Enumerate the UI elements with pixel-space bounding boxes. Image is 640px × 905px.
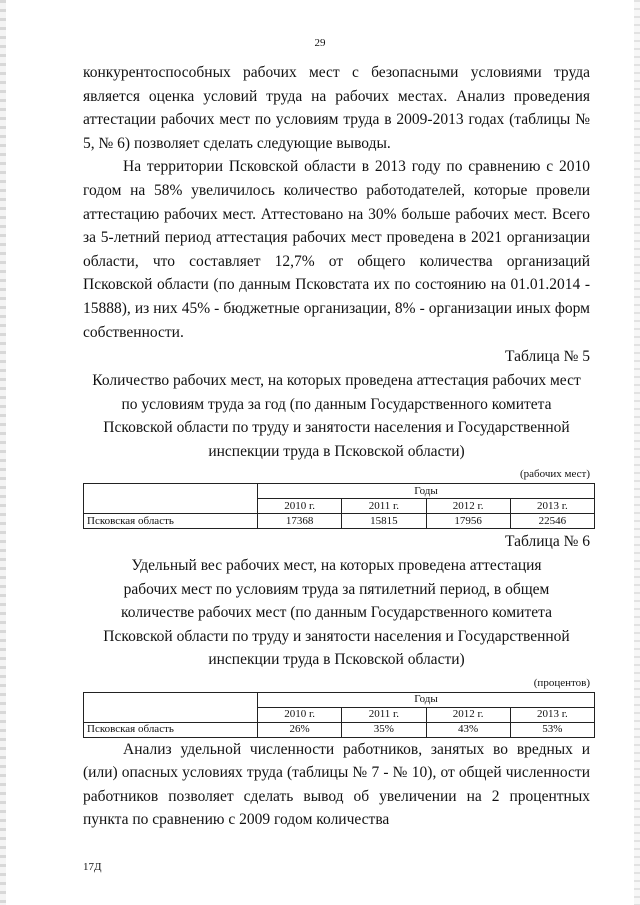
table-header-year: 2010 г.: [258, 707, 342, 722]
paragraph-3: Анализ удельной численности работников, занятых во вредных и (или) опасных условиях труда (таблицы № 7 - № 10), от общей численности работников позволяет сделать вывод об увеличении на 2 процентных пункта по сравнению с 2009 годом количества: [83, 740, 590, 829]
table-header-year: 2012 г.: [426, 707, 510, 722]
table-6-label: Таблица № 6: [505, 533, 590, 551]
table-header-group: Годы: [258, 484, 595, 499]
table-6: [83, 692, 595, 738]
table-5-label: Таблица № 5: [505, 348, 590, 366]
table-corner-cell: [84, 484, 258, 514]
table-header-group: Годы: [258, 692, 595, 707]
table-header-year: 2013 г.: [510, 707, 594, 722]
table-6-units: (процентов): [533, 676, 590, 689]
table-cell: 26%: [258, 722, 342, 737]
table-6-caption-line: Псковской области по труду и занятости населения и Государственной: [103, 627, 570, 645]
table-row: [84, 722, 595, 737]
table-cell: 22546: [510, 514, 594, 529]
table-row-label: Псковская область: [84, 514, 258, 529]
scan-edge-left: [0, 0, 6, 905]
table-6-caption-line: рабочих мест по условиям труда за пятилетний период, в общем: [123, 580, 550, 598]
page-number: 29: [314, 37, 326, 49]
paragraph-2: На территории Псковской области в 2013 году по сравнению с 2010 годом на 58% увеличилось количество работодателей, которые провели аттестацию рабочих мест. Аттестовано на 30% больше рабочих мест. Всего за 5-летний период аттестация рабочих мест проведена в 2021 организации области, что составляет 12,7% от общего количества организаций Псковской области (по данным Псковстата их по состоянию на 01.01.2014 - 15888), из них 45% - бюджетные организации, 8% - организации иных форм собственности.: [83, 158, 590, 341]
table-5-units: (рабочих мест): [520, 468, 590, 481]
table-5-caption-line: Псковской области по труду и занятости населения и Государственной: [103, 419, 570, 437]
table-header-year: 2013 г.: [510, 499, 594, 514]
table-cell: 43%: [426, 722, 510, 737]
table-5-caption: [83, 369, 590, 463]
table-header-year: 2011 г.: [342, 499, 426, 514]
table-cell: 53%: [510, 722, 594, 737]
table-5-caption-line: инспекции труда в Псковской области): [208, 442, 465, 460]
table-6-caption-line: Удельный вес рабочих мест, на которых проведена аттестация: [131, 557, 542, 575]
table-cell: 15815: [342, 514, 426, 529]
table-header-year: 2011 г.: [342, 707, 426, 722]
page-content: [83, 61, 590, 832]
table-corner-cell: [84, 692, 258, 722]
table-header-year: 2012 г.: [426, 499, 510, 514]
table-cell: 17368: [258, 514, 342, 529]
table-5-caption-line: по условиям труда за год (по данным Государственного комитета: [121, 395, 552, 413]
table-5-caption-line: Количество рабочих мест, на которых проведена аттестация рабочих мест: [92, 372, 581, 390]
scan-edge-right: [634, 0, 640, 905]
table-6-caption-line: количестве рабочих мест (по данным Государственного комитета: [121, 604, 552, 622]
table-row-label: Псковская область: [84, 722, 258, 737]
table-6-caption-line: инспекции труда в Псковской области): [208, 651, 465, 669]
table-5: [83, 483, 595, 529]
footer-code: 17Д: [83, 861, 102, 873]
table-cell: 17956: [426, 514, 510, 529]
table-6-caption: [83, 554, 590, 672]
table-row: [84, 514, 595, 529]
paragraph-1: конкурентоспособных рабочих мест с безопасными условиями труда является оценка условий труда на рабочих местах. Анализ проведения аттестации рабочих мест по условиям труда в 2009-2013 годах (таблицы № 5, № 6) позволяет сделать следующие выводы.: [83, 64, 590, 152]
table-row: [84, 484, 595, 499]
table-row: [84, 692, 595, 707]
table-cell: 35%: [342, 722, 426, 737]
table-header-year: 2010 г.: [258, 499, 342, 514]
